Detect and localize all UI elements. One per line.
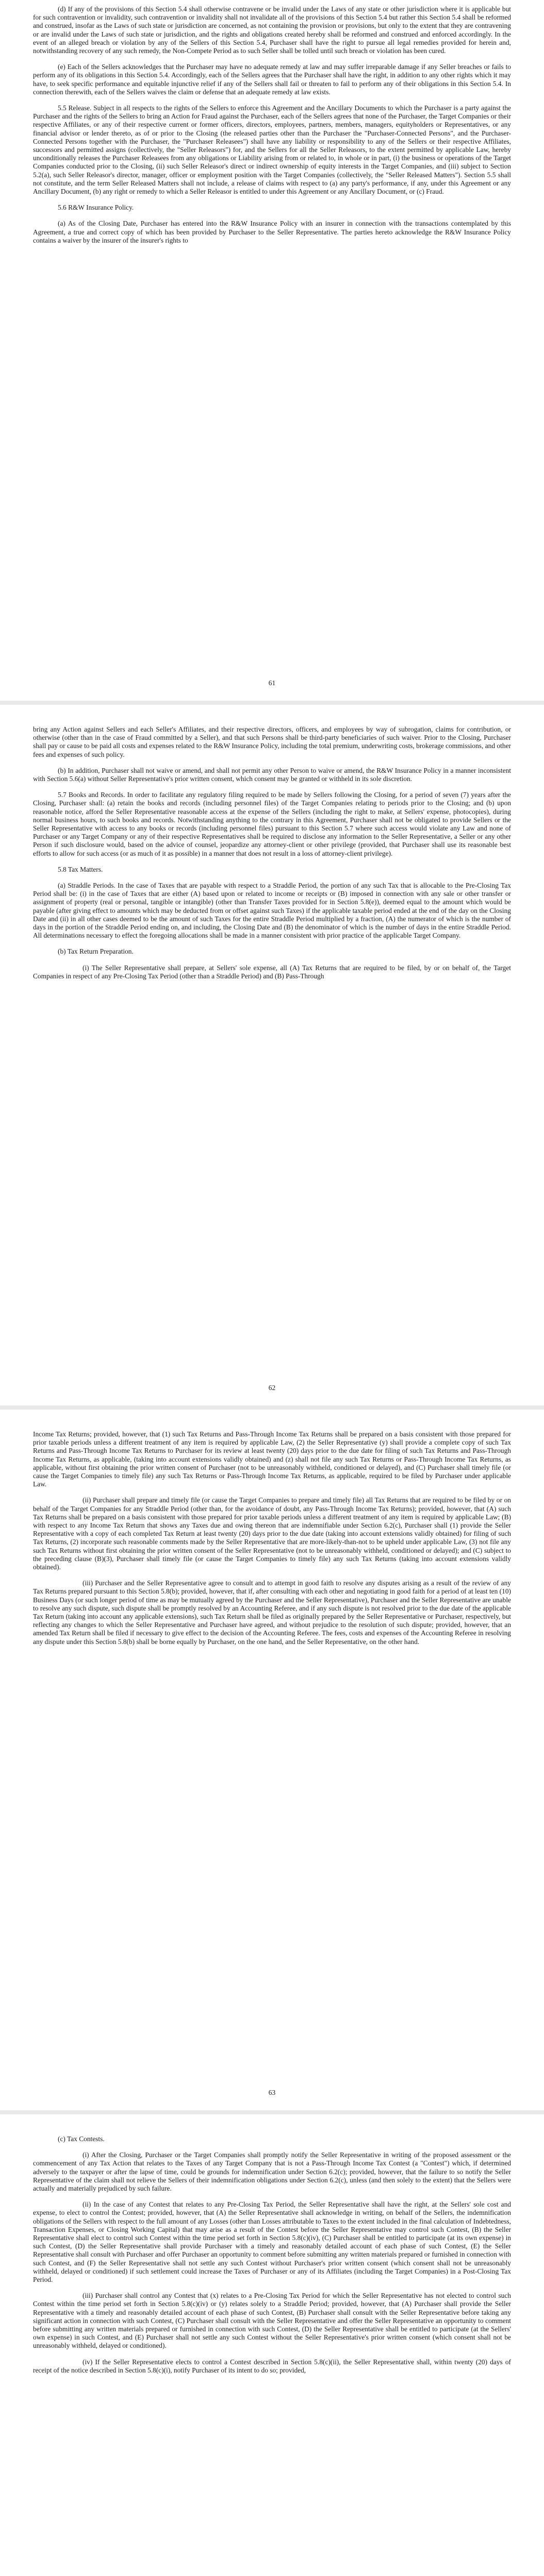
paragraph-5-8-b-ii: (ii) Purchaser shall prepare and timely file (or cause the Target Companies to prepare and timely file) all Tax Returns that are required to be filed by or on behalf of the Target Companies for any Straddle Period (other than, for the avoidance of doubt, any Pass-Through Income Tax Returns); provided, however, that (A) such Tax Returns shall be prepared on a basis consistent with those prepared for prior taxable periods unless a different treatment of any item is required by applicable Law; (B) with respect to any Income Tax Return that shows any Taxes due and owing thereon that are indemnifiable under Section 6.2(c), Purchaser shall (1) provide the Seller Representative with a copy of each completed Tax Return at least twenty (20) days prior to the due date (taking into account extensions validly obtained) for filing of such Tax Returns, (2) incorporate such reasonable comments made by the Seller Representative that are more-likely-than-not to be upheld under applicable Law, (3) not file any such Tax Returns without first obtaining the prior written consent of the Seller Representative (not to be unreasonably withheld, conditioned or delayed); and (C) subject to the preceding clause (B)(3), Purchaser shall timely file (or cause the Target Companies to timely file) any such Tax Returns (taking into account extensions validly obtained). <box>33 1496 511 1571</box>
heading-5-8-c-tax-contests: (c) Tax Contests. <box>58 2135 105 2143</box>
page-61 <box>0 0 544 701</box>
paragraph-5-6-a: (a) As of the Closing Date, Purchaser has entered into the R&W Insurance Policy with an insurer in connection with the transactions contemplated by this Agreement, a true and correct copy of which has been provided by Purchaser to the Seller Representative. The parties hereto acknowledge the R&W Insurance Policy contains a waiver by the insurer of the insurer's rights to <box>33 219 511 244</box>
paragraph-5-8-c-i: (i) After the Closing, Purchaser or the Target Companies shall promptly notify the Seller Representative in writing of the proposed assessment or the commencement of any Tax Action that relates to the Taxes of any Target Company that is not a Pass-Through Income Tax Contest (a "Contest") which, if determined adversely to the taxpayer or after the lapse of time, could be grounds for indemnification under Section 6.2(c); provided, however, that the failure to so notify the Seller Representative of the claim shall not relieve the Sellers of their indemnification obligations under Section 6.2(c), unless (and then solely to the extent) that the Sellers were actually and materially prejudiced by such failure. <box>33 2151 511 2193</box>
paragraph-5-8-b-i-cont: Income Tax Returns; provided, however, that (1) such Tax Returns and Pass-Through Income Tax Returns shall be prepared on a basis consistent with those prepared for prior taxable periods unless a different treatment of any item is required by applicable Law, (2) the Seller Representative (y) shall provide a complete copy of such Tax Returns and Pass-Through Income Tax Returns to Purchaser for its review at least twenty (20) days prior to the due date for filing of such Tax Returns and Pass-Through Income Tax Returns, as applicable, (taking into account extensions validly obtained) and (z) shall not file any such Tax Returns or Pass-Through Income Tax Returns, as applicable, without first obtaining the prior written consent of Purchaser (not to be unreasonably withheld, conditioned or delayed), and (C) Purchaser shall timely file (or cause the Target Companies to timely file) any such Tax Returns or Pass-Through Income Tax Returns, as applicable, required to be filed by Purchaser under applicable Law. <box>33 1430 511 1488</box>
page-number: 61 <box>268 679 276 687</box>
paragraph-5-6-b: (b) In addition, Purchaser shall not waive or amend, and shall not permit any other Person to waive or amend, the R&W Insurance Policy in a manner inconsistent with Section 5.6(a) without Seller Representative's prior written consent, which consent may be granted or withheld in its sole discretion. <box>33 766 511 783</box>
paragraph-5-8-c-iv: (iv) If the Seller Representative elects to control a Contest described in Section 5.8(c)(ii), the Seller Representative shall, within twenty (20) days of receipt of the notice described in Section 5.8(c)(i), notify Purchaser of its intent to do so; provided, <box>33 2358 511 2374</box>
heading-5-6-rw-insurance: 5.6 R&W Insurance Policy. <box>58 204 134 212</box>
paragraph-5-8-b-iii: (iii) Purchaser and the Seller Representative agree to consult and to attempt in good faith to resolve any disputes arising as a result of the review of any Tax Returns prepared pursuant to this Section 5.8(b); provided, however, that if, after consulting with each other and negotiating in good faith for a period of at least ten (10) Business Days (or such longer period of time as may be mutually agreed by the Purchaser and the Seller Representative), Purchaser and the Seller Representative are unable to resolve any such dispute, such dispute shall be promptly resolved by an Accounting Referee, and if any such dispute is not resolved prior to the due date of the applicable Tax Return (taking into account any applicable extensions), such Tax Return shall be filed as originally prepared by the Seller Representative or Purchaser, respectively, but reflecting any changes to which the Seller Representative and Purchaser have agreed, and without prejudice to the resolution of such dispute; provided, however, that an amended Tax Return shall be filed if necessary to give effect to the decision of the Accounting Referee. The fees, costs and expenses of the Accounting Referee in resolving any dispute under this Section 5.8(b) shall be borne equally by Purchaser, on the one hand, and the Seller Representative, on the other hand. <box>33 1579 511 1646</box>
paragraph-5-6-a-cont: bring any Action against Sellers and each Seller's Affiliates, and their respective directors, officers, and employees by way of subrogation, claims for contribution, or otherwise (other than in the case of Fraud committed by a Seller), and that such Persons shall be third-party beneficiaries of such waiver. Prior to the Closing, Purchaser shall pay or cause to be paid all costs and expenses related to the R&W Insurance Policy, including the total premium, underwriting costs, brokerage commissions, and other fees and expenses of such policy. <box>33 725 511 758</box>
page-number: 63 <box>268 2089 276 2096</box>
heading-5-8-b-tax-return: (b) Tax Return Preparation. <box>58 947 134 956</box>
page-number: 62 <box>268 1384 276 1392</box>
paragraph-5-8-a-straddle: (a) Straddle Periods. In the case of Taxes that are payable with respect to a Straddle Period, the portion of any such Tax that is allocable to the Pre-Closing Tax Period shall be: (i) in the case of Taxes that are either (A) based upon or related to income or receipts or (B) imposed in connection with any sale or other transfer or assignment of property (real or personal, tangible or intangible) (other than Transfer Taxes provided for in Section 5.8(e)), deemed equal to the amount which would be payable (after giving effect to amounts which may be deducted from or offset against such Taxes) if the applicable taxable period ended at the end of the day on the Closing Date and (ii) in all other cases deemed to be the amount of such Taxes for the entire Straddle Period multiplied by a fraction, (A) the numerator of which is the number of days in the portion of the Straddle Period ending on, and including, the Closing Date and (B) the denominator of which is the number of days in the entire Straddle Period. All determinations necessary to effect the foregoing allocations shall be made in a manner consistent with prior practice of the applicable Target Company. <box>33 882 511 940</box>
paragraph-5-7-books-records: 5.7 Books and Records. In order to facilitate any regulatory filing required to be made by Sellers following the Closing, for a period of seven (7) years after the Closing, Purchaser shall: (a) retain the books and records (including personnel files) of the Target Companies relating to periods prior to the Closing; and (b) upon reasonable notice, afford the Seller Representative reasonable access at the expense of the Sellers (including the right to make, at Sellers' expense, photocopies), during normal business hours, to such books and records. Notwithstanding anything to the contrary in this Agreement, Purchaser shall not be obligated to provide Sellers or the Seller Representative with access to any books or records (including personnel files) pursuant to this Section 5.7 where such access would violate any Law and none of Purchaser or any Target Company or any of their respective Representatives shall be required to disclose any information to the Seller Representative, a Seller or any other Person if such disclosure would, based on the advice of counsel, jeopardize any attorney-client or other privilege (provided, that Purchaser shall use its reasonable best efforts to allow for such access (or as much of it as possible) in a manner that does not result in a loss of attorney-client privilege). <box>33 791 511 857</box>
heading-5-8-tax-matters: 5.8 Tax Matters. <box>58 865 103 873</box>
page-62 <box>0 705 544 1405</box>
paragraph-5-4-e: (e) Each of the Sellers acknowledges that the Purchaser may have no adequate remedy at law and may suffer irreparable damage if any Seller breaches or fails to perform any of its obligations in this Section 5.4. Accordingly, each of the Sellers agrees that the Purchaser shall have the right, in addition to any other rights which it may have, to seek specific performance and equitable injunctive relief if any of the Sellers shall fail or threaten to fail to perform any of their obligations in this Section 5.4. In connection therewith, each of the Sellers waives the claim or defense that an adequate remedy at law exists. <box>33 63 511 96</box>
paragraph-5-5-release: 5.5 Release. Subject in all respects to the rights of the Sellers to enforce this Agreement and the Ancillary Documents to which the Purchaser is a party against the Purchaser and the rights of the Sellers to bring an Action for Fraud against the Purchaser, each of the Sellers agrees that none of the Purchaser, the Target Companies or their respective Affiliates, or any of their respective current or former officers, directors, employees, partners, members, managers, equityholders or Representatives, or any financial advisor or lender thereto, as of or prior to the Closing (the released parties other than the Purchaser the "Purchaser-Connected Persons", and the Purchaser-Connected Persons together with the Purchaser, the "Purchaser Releasees") shall have any liability or responsibility to any of the Sellers or their respective Affiliates, successors and permitted assigns (collectively, the "Seller Releasors") for, and the Sellers for all the Seller Releasors, to the extent permitted by applicable Law, hereby unconditionally releases the Purchaser Releasees from any obligations or Liability arising from or related to, in whole or in part, (i) the business or operations of the Target Companies conducted prior to the Closing, (ii) such Seller Releasor's direct or indirect ownership of equity interests in the Target Companies, and (iii) subject to Section 5.2(a), such Seller Releasor's director, manager, officer or employment position with the Target Companies (collectively, the "Seller Released Matters"). Section 5.5 shall not constitute, and the term Seller Released Matters shall not include, a release of claims with respect to (a) any party's performance, if any, under this Agreement or any Ancillary Document, (b) any right or remedy to which a Seller Releasor is entitled to under this Agreement or any Ancillary Document, or (c) Fraud. <box>33 104 511 196</box>
paragraph-5-8-c-iii: (iii) Purchaser shall control any Contest that (x) relates to a Pre-Closing Tax Period for which the Seller Representative has not elected to control such Contest within the time period set forth in Section 5.8(c)(iv) or (y) relates solely to a Straddle Period; provided, however, that (A) Purchaser shall provide the Seller Representative with a timely and reasonably detailed account of each phase of such Contest, (B) Purchaser shall consult with the Seller Representative before taking any significant action in connection with such Contest, (C) Purchaser shall consult with the Seller Representative and offer the Seller Representative an opportunity to comment before submitting any written materials prepared or furnished in connection with such Contest, (D) the Seller Representative shall be entitled to participate (at the Sellers' own expense) in such Contest, and (E) Purchaser shall not settle any such Contest without the Seller Representative's prior written consent (which consent shall not be unreasonably withheld, delayed or conditioned). <box>33 2292 511 2350</box>
paragraph-5-8-c-ii: (ii) In the case of any Contest that relates to any Pre-Closing Tax Period, the Seller Representative shall have the right, at the Sellers' sole cost and expense, to elect to control the Contest; provided, however, that (A) the Seller Representative shall acknowledge in writing, on behalf of the Sellers, the indemnification obligations of the Sellers with respect to the full amount of any Losses (other than Losses attributable to Taxes to the extent included in the final calculation of Indebtedness, Transaction Expenses, or Closing Working Capital) that may arise as a result of the Contest before the Seller Representative may control such Contest, (B) the Seller Representative shall elect to control such Contest within the time period set forth in Section 5.8(c)(iv), (C) Purchaser shall be entitled to participate (at its own expense) in such Contest, (D) the Seller Representative shall provide Purchaser with a timely and reasonably detailed account of each phase of such Contest, (E) the Seller Representative shall consult with Purchaser and offer Purchaser an opportunity to comment before submitting any written materials prepared or furnished in connection with such Contest, and (F) the Seller Representative shall not settle any such Contest without Purchaser's prior written consent (which consent shall not be unreasonably withheld, delayed or conditioned) if such settlement could increase the Taxes of Purchaser or any of its Affiliates (including the Target Companies) in a Post-Closing Tax Period. <box>33 2200 511 2284</box>
paragraph-5-4-d: (d) If any of the provisions of this Section 5.4 shall otherwise contravene or be invalid under the Laws of any state or other jurisdiction where it is applicable but for such contravention or invalidity, such contravention or invalidity shall not invalidate all of the provisions of this Section 5.4 but rather this Section 5.4 shall be reformed and construed, insofar as the Laws of such state or jurisdiction are concerned, as not containing the provision or provisions, but only to the extent that they are contravening or are invalid under the Laws of such state or jurisdiction, and the rights and obligations created hereby shall be reformed and construed and enforced accordingly. In the event of an alleged breach or violation by any of the Sellers of this Section 5.4, Purchaser shall have the right to pursue all legal remedies provided for herein and, notwithstanding recovery of any such remedy, the Non-Compete Period as to such Seller shall be tolled until such breach or violation has been cured. <box>33 5 511 55</box>
page-64 <box>0 2114 544 2576</box>
paragraph-5-8-b-i: (i) The Seller Representative shall prepare, at Sellers' sole expense, all (A) Tax Returns that are required to be filed, by or on behalf of, the Target Companies in respect of any Pre-Closing Tax Period (other than a Straddle Period) and (B) Pass-Through <box>33 963 511 980</box>
page-63 <box>0 1410 544 2110</box>
